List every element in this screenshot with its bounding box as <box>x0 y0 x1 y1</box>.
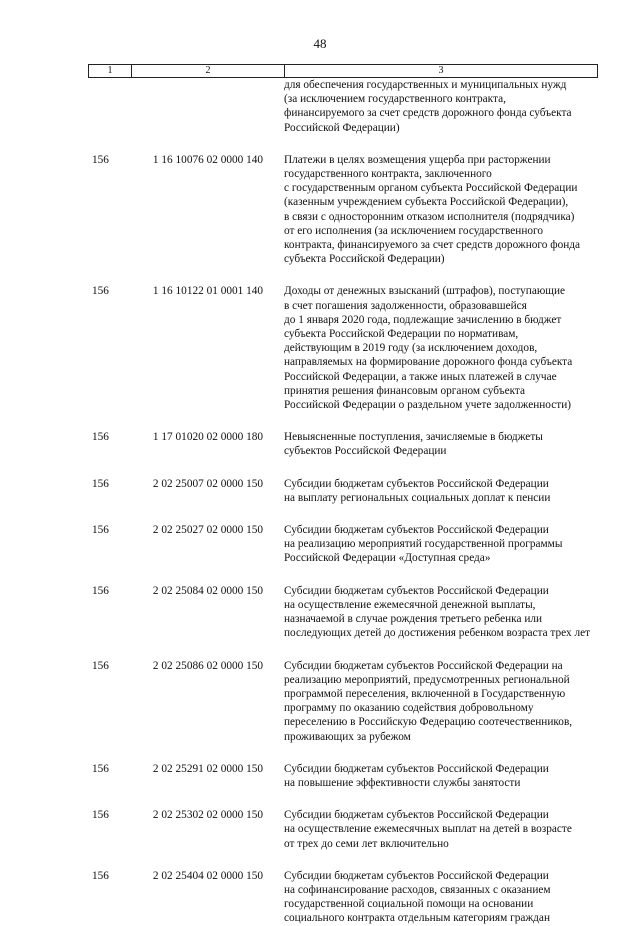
revenue-description: Субсидии бюджетам субъектов Российской Федерации на осуществление ежемесячных выплат на детей в возрасте от трех до семи лет включительно <box>284 809 572 850</box>
table-row <box>88 584 598 641</box>
admin-code: 156 <box>92 869 109 882</box>
revenue-description: Доходы от денежных взысканий (штрафов), поступающие в счет погашения задолженности, образовавшейся до 1 января 2020 года, подлежащие зачислению в бюджет субъекта Российской Федерации по нормативам, действующим в 2019 году (за исключением доходов, направляемых на формирование дорожного фонда субъекта Российской Федерации, а также иных платежей в случае принятия решения финансовым органом субъекта Российской Федерации о раздельном учете задолженности) <box>284 285 573 412</box>
revenue-description: Невыясненные поступления, зачисляемые в бюджеты субъектов Российской Федерации <box>284 431 543 458</box>
admin-code: 156 <box>92 762 109 775</box>
revenue-code: 1 16 10076 02 0000 140 <box>152 153 264 166</box>
table-row <box>88 430 598 458</box>
revenue-description: Платежи в целях возмещения ущерба при расторжении государственного контракта, заключенного с государственным органом субъекта Российской Федерации (казенным учреждением субъекта Российской Федерации), в связи с односторонним отказом исполнителя (подрядчика) от его исполнения (за исключением государственного контракта, финансируемого за счет средств дорожного фонда субъекта Российской Федерации) <box>284 153 581 266</box>
admin-code: 156 <box>92 524 109 537</box>
admin-code: 156 <box>92 477 109 490</box>
table-body <box>88 78 598 926</box>
revenue-description: Субсидии бюджетам субъектов Российской Федерации на выплату региональных социальных доплат к пенсии <box>284 477 551 504</box>
revenue-description: Субсидии бюджетам субъектов Российской Федерации на софинансирование расходов, связанных с оказанием государственной социальной помощи на основании социального контракта отдельным категориям граждан <box>284 869 551 925</box>
header-col-3: 3 <box>438 65 444 76</box>
revenue-code: 1 16 10122 01 0001 140 <box>152 285 264 298</box>
admin-code: 156 <box>92 809 109 822</box>
revenue-description: Субсидии бюджетам субъектов Российской Федерации на реализацию мероприятий, предусмотренных региональной программой переселения, включенной в Государственную программу по оказанию содействия добровольному переселению в Российскую Федерацию соотечественников, проживающих за рубежом <box>284 659 573 743</box>
revenue-code: 1 17 01020 02 0000 180 <box>152 431 264 444</box>
table-row <box>88 523 598 566</box>
table-row <box>88 808 598 851</box>
page-number: 48 <box>313 36 327 51</box>
revenue-code: 2 02 25086 02 0000 150 <box>152 659 264 672</box>
admin-code: 156 <box>92 659 109 672</box>
revenue-description: Субсидии бюджетам субъектов Российской Федерации на осуществление ежемесячной денежной выплаты, назначаемой в случае рождения третьего ребенка или последующих детей до достижения ребенком возраста трех лет <box>284 584 591 640</box>
table-row <box>88 284 598 412</box>
admin-code: 156 <box>92 584 109 597</box>
table-row <box>88 78 598 135</box>
revenue-code: 2 02 25027 02 0000 150 <box>152 524 264 537</box>
table-row <box>88 869 598 926</box>
table-row <box>88 153 598 267</box>
revenue-description: Субсидии бюджетам субъектов Российской Федерации на повышение эффективности службы занятости <box>284 762 549 789</box>
revenue-code: 2 02 25302 02 0000 150 <box>152 809 264 822</box>
revenue-description: Субсидии бюджетам субъектов Российской Федерации на реализацию мероприятий государственной программы Российской Федерации «Доступная среда» <box>284 524 563 565</box>
header-col-2: 2 <box>132 65 285 77</box>
revenue-code: 2 02 25084 02 0000 150 <box>152 584 264 597</box>
table-row <box>88 762 598 790</box>
revenue-code: 2 02 25291 02 0000 150 <box>152 762 264 775</box>
table-row <box>88 477 598 505</box>
admin-code: 156 <box>92 153 109 166</box>
admin-code: 156 <box>92 431 109 444</box>
admin-code <box>88 78 132 135</box>
revenue-code: 2 02 25007 02 0000 150 <box>152 477 264 490</box>
header-col-1: 1 <box>89 65 132 77</box>
table-header <box>88 64 598 78</box>
revenue-description: для обеспечения государственных и муниципальных нужд (за исключением государственного контракта, финансируемого за счет средств дорожного фонда субъекта Российской Федерации) <box>284 79 572 134</box>
admin-code: 156 <box>92 285 109 298</box>
table-row <box>88 659 598 744</box>
revenue-code: 2 02 25404 02 0000 150 <box>152 869 264 882</box>
revenue-code <box>132 78 284 135</box>
